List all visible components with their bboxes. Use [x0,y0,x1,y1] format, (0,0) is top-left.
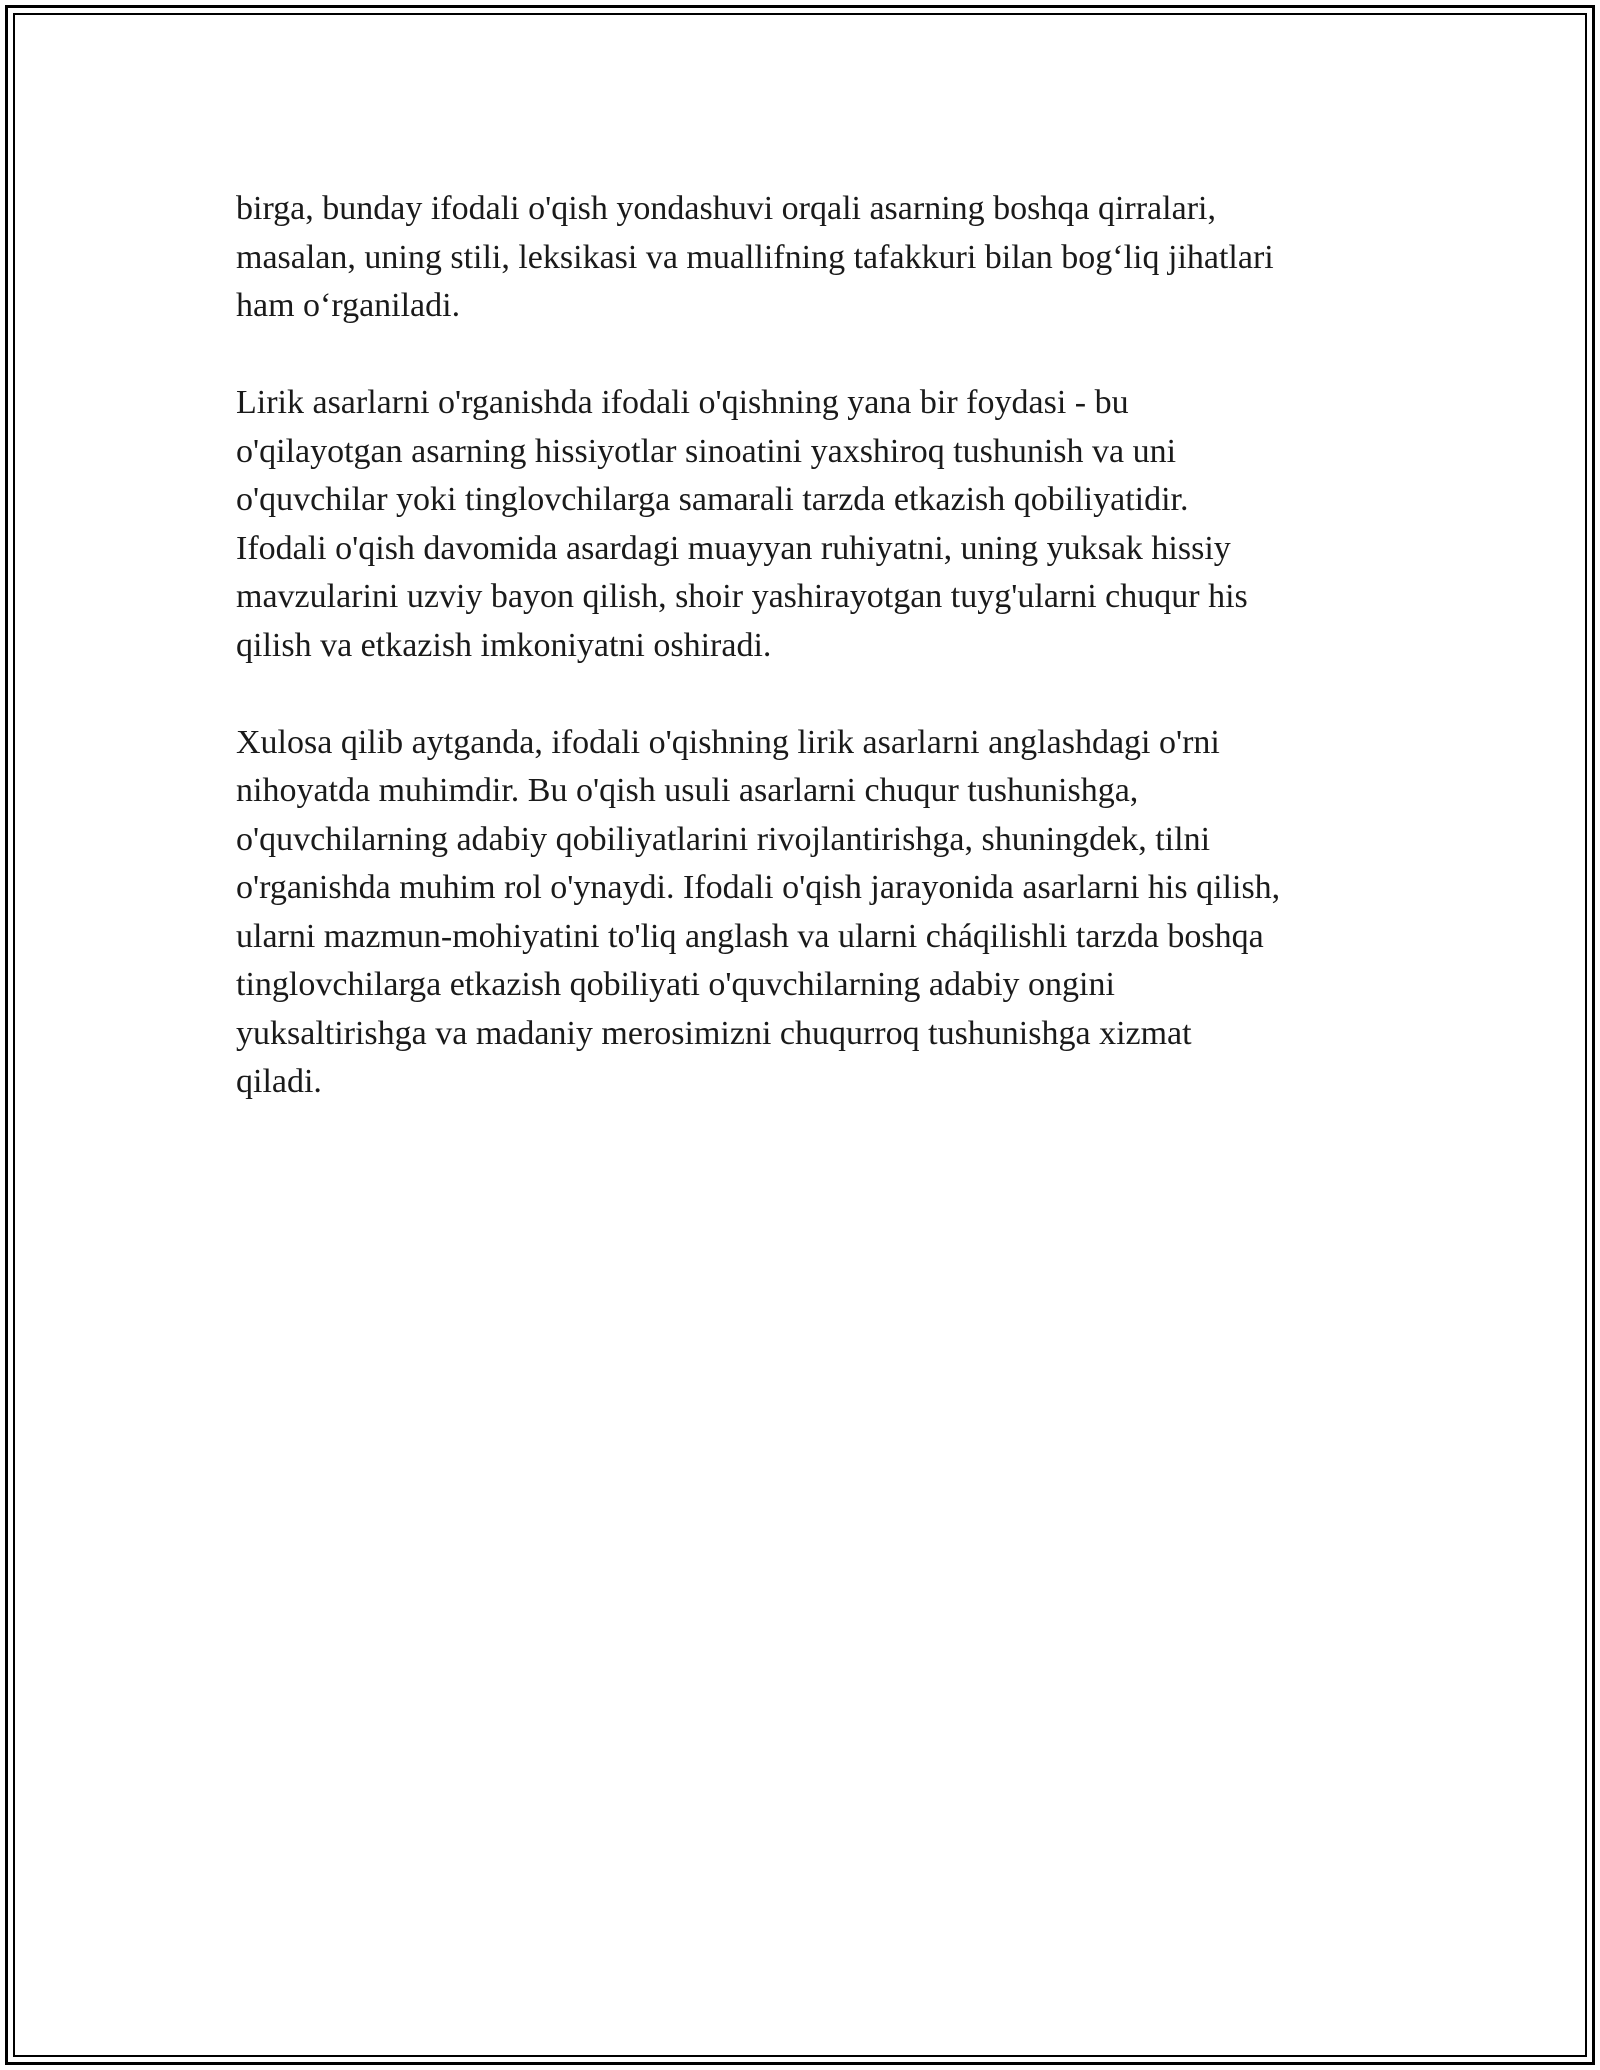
paragraph-3: Xulosa qilib aytganda, ifodali o'qishning lirik asarlarni anglashdagi o'rni nihoyatda muhimdir. Bu o'qish usuli asarlarni chuqur tushunishga, o'quvchilarning adabiy qobiliyatlarini rivojlantirishga, shuningdek, tilni o'rganishda muhim rol o'ynaydi. Ifodali o'qish jarayonida asarlarni his qilish, ularni mazmun-mohiyatini to'liq anglash va ularni cháqilishli tarzda boshqa tinglovchilarga etkazish qobiliyati o'quvchilarning adabiy ongini yuksaltirishga va madaniy merosimizni chuqurroq tushunishga xizmat qiladi. [236,723,1281,1100]
paragraph-1: birga, bunday ifodali o'qish yondashuvi orqali asarning boshqa qirralari, masalan, uning stili, leksikasi va muallifning tafakkuri bilan bog‘liq jihatlari ham o‘rganiladi. [236,190,1274,324]
paragraph-2: Lirik asarlarni o'rganishda ifodali o'qishning yana bir foydasi - bu o'qilayotgan asarning hissiyotlar sinoatini yaxshiroq tushunish va uni o'quvchilar yoki tinglovchilarga samarali tarzda etkazish qobiliyatidir. Ifodali o'qish davomida asardagi muayyan ruhiyatni, uning yuksak hissiy mavzularini uzviy bayon qilish, shoir yashirayotgan tuyg'ularni chuqur his qilish va etkazish imkoniyatni oshiradi. [236,384,1248,664]
document-body [236,185,1366,1155]
